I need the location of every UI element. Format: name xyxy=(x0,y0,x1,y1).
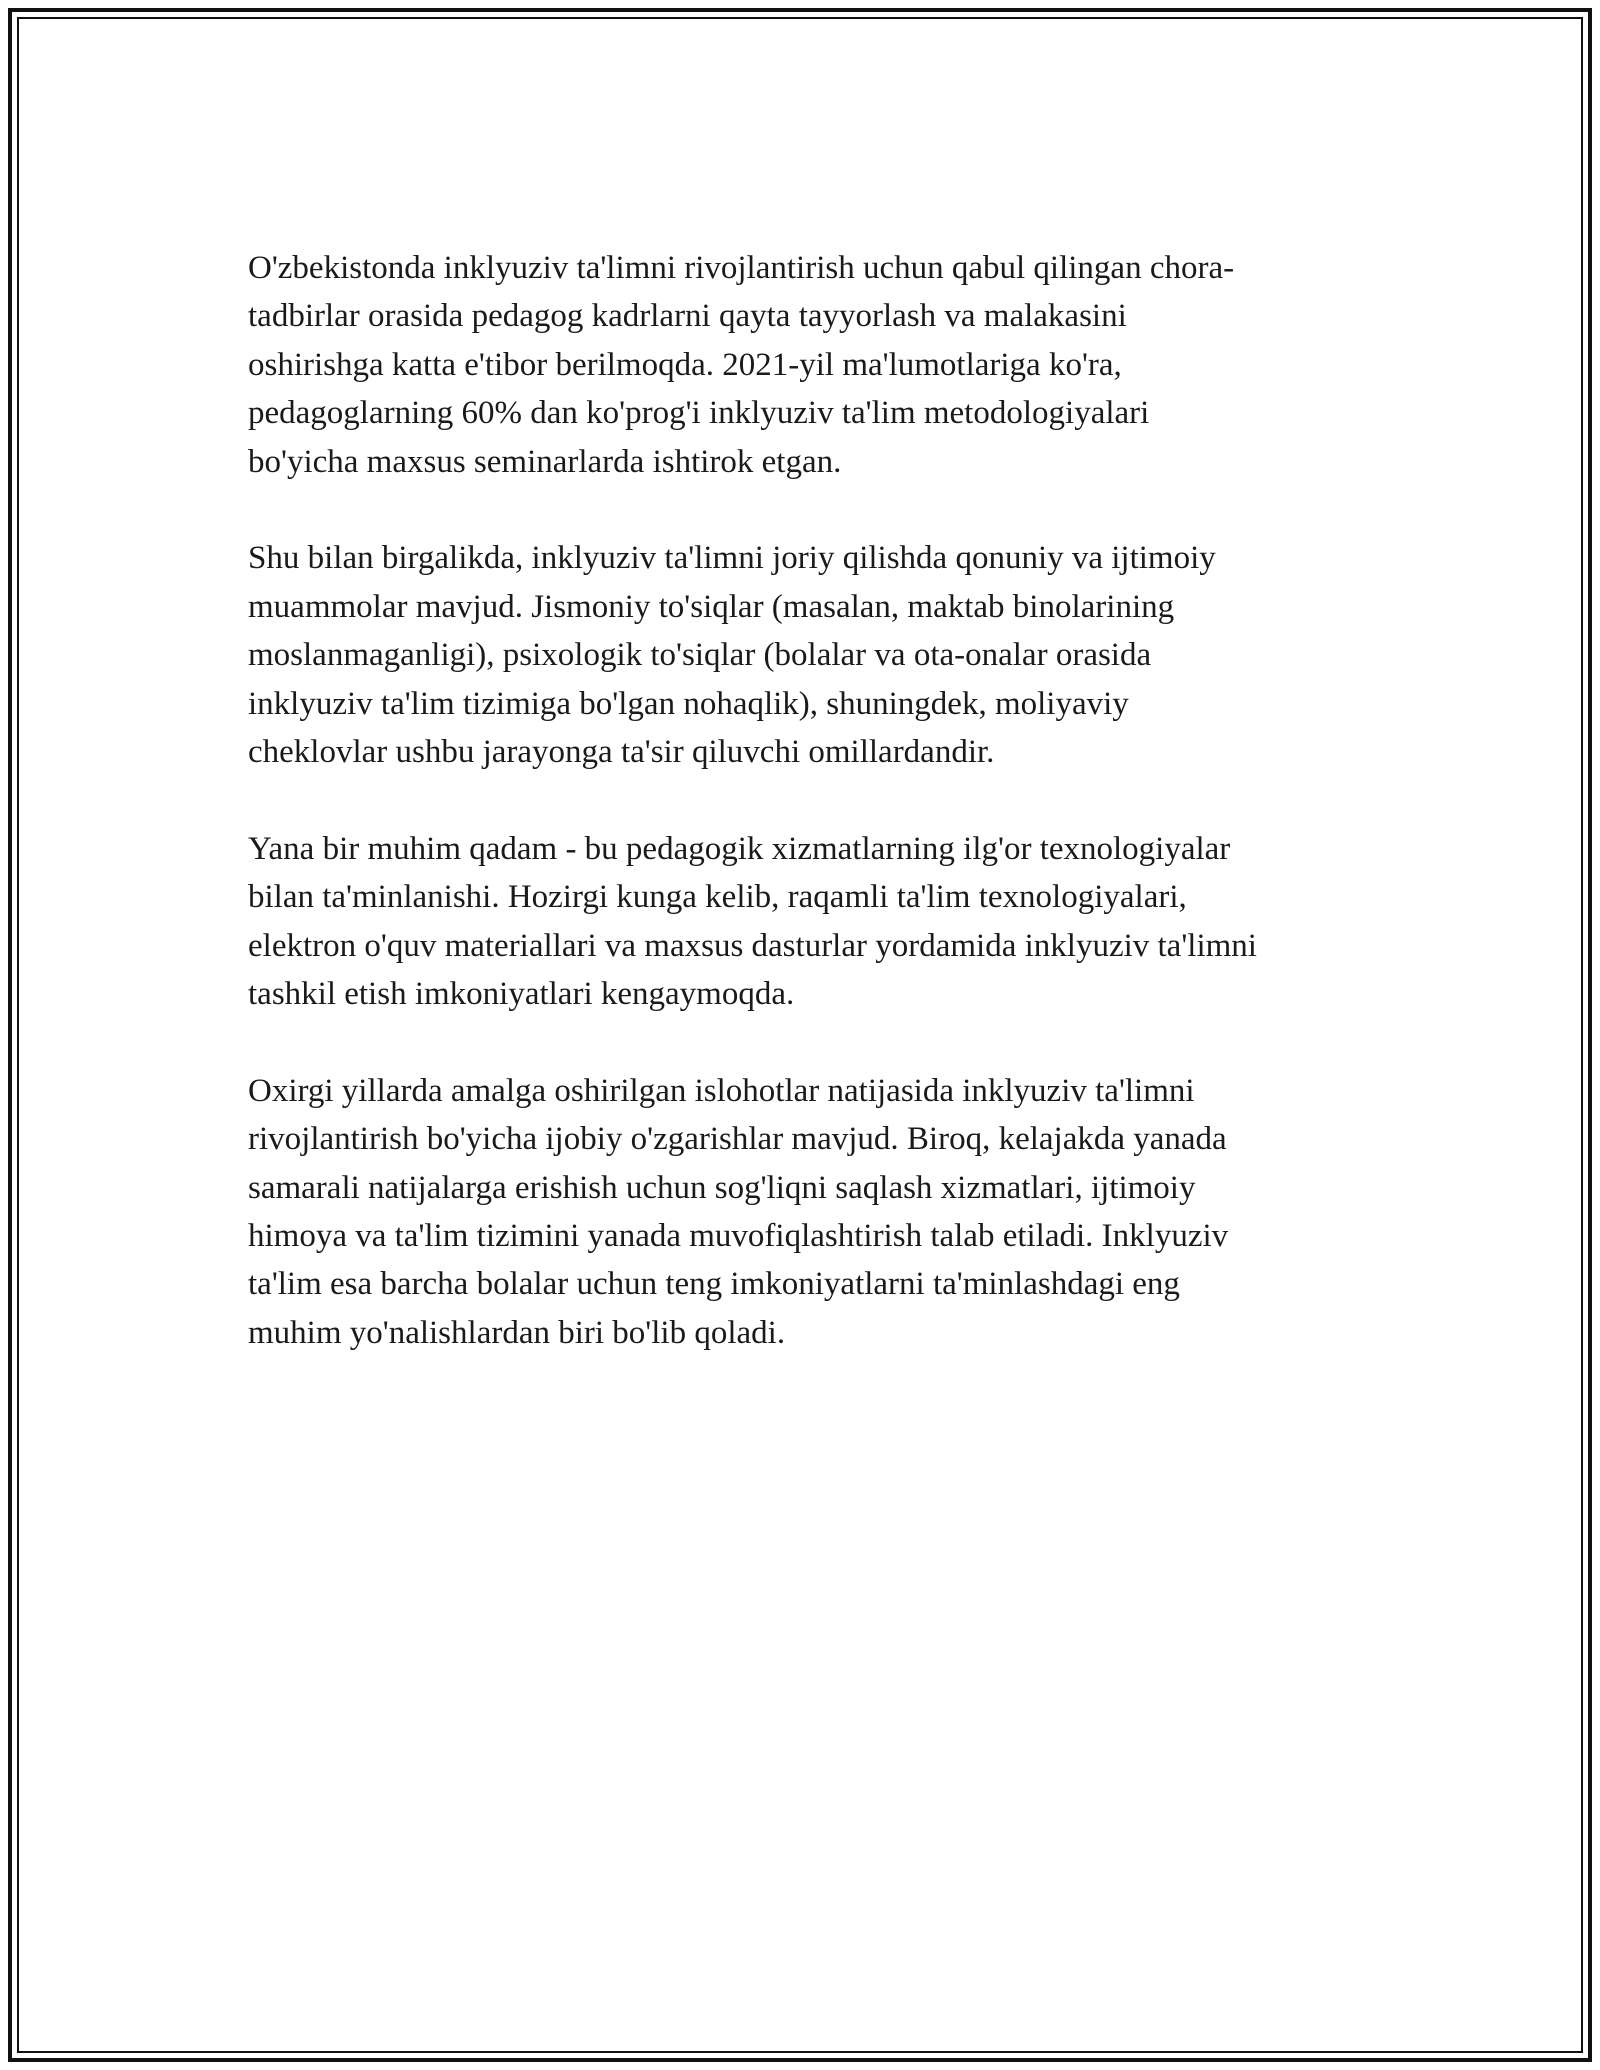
paragraph-barriers: Shu bilan birgalikda, inklyuziv ta'limni joriy qilishda qonuniy va ijtimoiy muammolar mavjud. Jismoniy to'siqlar (masalan, maktab binolarining moslanmaganligi), psixologik to'siqlar (bolalar va ota-onalar orasida inklyuziv ta'lim tizimiga bo'lgan nohaqlik), shuningdek, moliyaviy cheklovlar ushbu jarayonga ta'sir qiluvchi omillardandir. xyxy=(248,540,1216,771)
paragraph-technology: Yana bir muhim qadam - bu pedagogik xizmatlarning ilg'or texnologiyalar bilan ta'minlanishi. Hozirgi kunga kelib, raqamli ta'lim texnologiyalari, elektron o'quv materiallari va maxsus dasturlar yordamida inklyuziv ta'limni tashkil etish imkoniyatlari kengaymoqda. xyxy=(248,830,1257,1013)
paragraph-reforms: Oxirgi yillarda amalga oshirilgan islohotlar natijasida inklyuziv ta'limni rivojlantirish bo'yicha ijobiy o'zgarishlar mavjud. Biroq, kelajakda yanada samarali natijalarga erishish uchun sog'liqni saqlash xizmatlari, ijtimoiy himoya va ta'lim tizimini yanada muvofiqlashtirish talab etiladi. Inklyuziv ta'lim esa barcha bolalar uchun teng imkoniyatlarni ta'minlashdagi eng muhim yo'nalishlardan biri bo'lib qoladi. xyxy=(248,1072,1229,1351)
paragraph-teacher-training: O'zbekistonda inklyuziv ta'limni rivojlantirish uchun qabul qilingan chora- tadbirlar orasida pedagog kadrlarni qayta tayyorlash va malakasini oshirishga katta e'tibor berilmoqda. 2021-yil ma'lumotlariga ko'ra, pedagoglarning 60% dan ko'prog'i inklyuziv ta'lim metodologiyalari bo'yicha maxsus seminarlarda ishtirok etgan. xyxy=(248,250,1235,480)
page-border xyxy=(8,8,1592,2062)
document-body xyxy=(248,244,1388,1406)
